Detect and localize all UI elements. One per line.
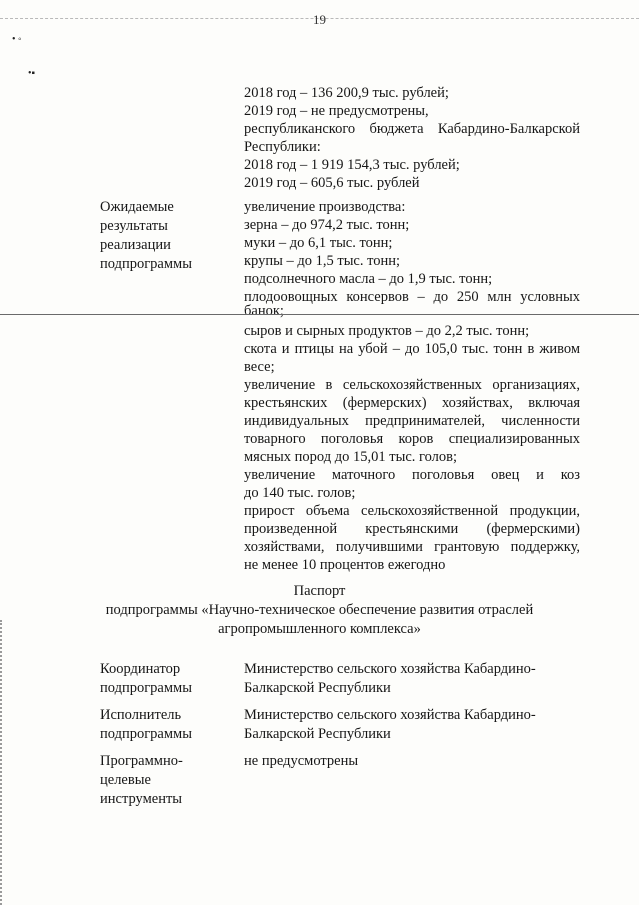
results-label-line: Ожидаемые xyxy=(100,199,174,215)
results-line: индивидуальных предпринимателей, численности xyxy=(244,413,580,429)
coordinator-value: Министерство сельского хозяйства Кабардино- xyxy=(244,661,536,677)
results-line: банок; xyxy=(244,303,284,319)
coordinator-label: подпрограммы xyxy=(100,680,192,696)
results-line: прирост объема сельскохозяйственной продукции, xyxy=(244,503,580,519)
passport-subtitle: агропромышленного комплекса» xyxy=(218,621,421,637)
results-line: товарного поголовья коров специализированных xyxy=(244,431,580,447)
results-line: увеличение маточного поголовья овец и коз xyxy=(244,467,580,483)
results-line: сыров и сырных продуктов – до 2,2 тыс. тонн; xyxy=(244,323,530,339)
results-line: не менее 10 процентов ежегодно xyxy=(244,557,446,573)
page-number: 19 xyxy=(313,12,326,27)
executor-value: Министерство сельского хозяйства Кабардино- xyxy=(244,707,536,723)
instruments-label: целевые xyxy=(100,772,151,788)
scan-mark: •▪ xyxy=(28,68,36,79)
funding-line: 2019 год – 605,6 тыс. рублей xyxy=(244,175,420,191)
funding-line: 2019 год – не предусмотрены, xyxy=(244,103,429,119)
results-label-line: реализации xyxy=(100,237,171,253)
results-line: до 140 тыс. голов; xyxy=(244,485,356,501)
results-line: муки – до 6,1 тыс. тонн; xyxy=(244,235,393,251)
results-label-line: подпрограммы xyxy=(100,256,192,272)
scan-mark: • ◦ xyxy=(12,34,22,45)
instruments-label: Программно- xyxy=(100,753,183,769)
coordinator-label: Координатор xyxy=(100,661,181,677)
coordinator-value: Балкарской Республики xyxy=(244,680,391,696)
results-line: зерна – до 974,2 тыс. тонн; xyxy=(244,217,410,233)
results-line: увеличение производства: xyxy=(244,199,406,215)
results-line: скота и птицы на убой – до 105,0 тыс. тонн в живом xyxy=(244,341,580,357)
results-line: крупы – до 1,5 тыс. тонн; xyxy=(244,253,401,269)
executor-label: подпрограммы xyxy=(100,726,192,742)
executor-value: Балкарской Республики xyxy=(244,726,391,742)
results-line: плодоовощных консервов – до 250 млн условных xyxy=(244,289,580,305)
results-line: весе; xyxy=(244,359,275,375)
results-label xyxy=(100,198,192,274)
instruments-label: инструменты xyxy=(100,791,183,807)
results-line: увеличение в сельскохозяйственных организациях, xyxy=(244,377,580,393)
passport-subtitle: подпрограммы «Научно-техническое обеспечение развития отраслей xyxy=(105,602,534,618)
funding-line: республиканского бюджета Кабардино-Балкарской xyxy=(244,121,580,137)
funding-line: 2018 год – 1 919 154,3 тыс. рублей; xyxy=(244,157,460,173)
instruments-value: не предусмотрены xyxy=(244,753,359,769)
results-line: подсолнечного масла – до 1,9 тыс. тонн; xyxy=(244,271,493,287)
results-line: хозяйствами, получившими грантовую поддержку, xyxy=(244,539,580,555)
results-line: крестьянских (фермерских) хозяйствах, включая xyxy=(244,395,580,411)
funding-line: 2018 год – 136 200,9 тыс. рублей; xyxy=(244,85,449,101)
results-line: мясных пород до 15,01 тыс. голов; xyxy=(244,449,458,465)
funding-line: Республики: xyxy=(244,139,321,155)
results-line: произведенной крестьянскими (фермерскими) xyxy=(244,521,580,537)
results-label-line: результаты xyxy=(100,218,168,234)
scan-edge-speckle xyxy=(0,620,5,905)
executor-label: Исполнитель xyxy=(100,707,182,723)
page-break-rule xyxy=(0,314,639,315)
passport-title: Паспорт xyxy=(293,583,346,599)
